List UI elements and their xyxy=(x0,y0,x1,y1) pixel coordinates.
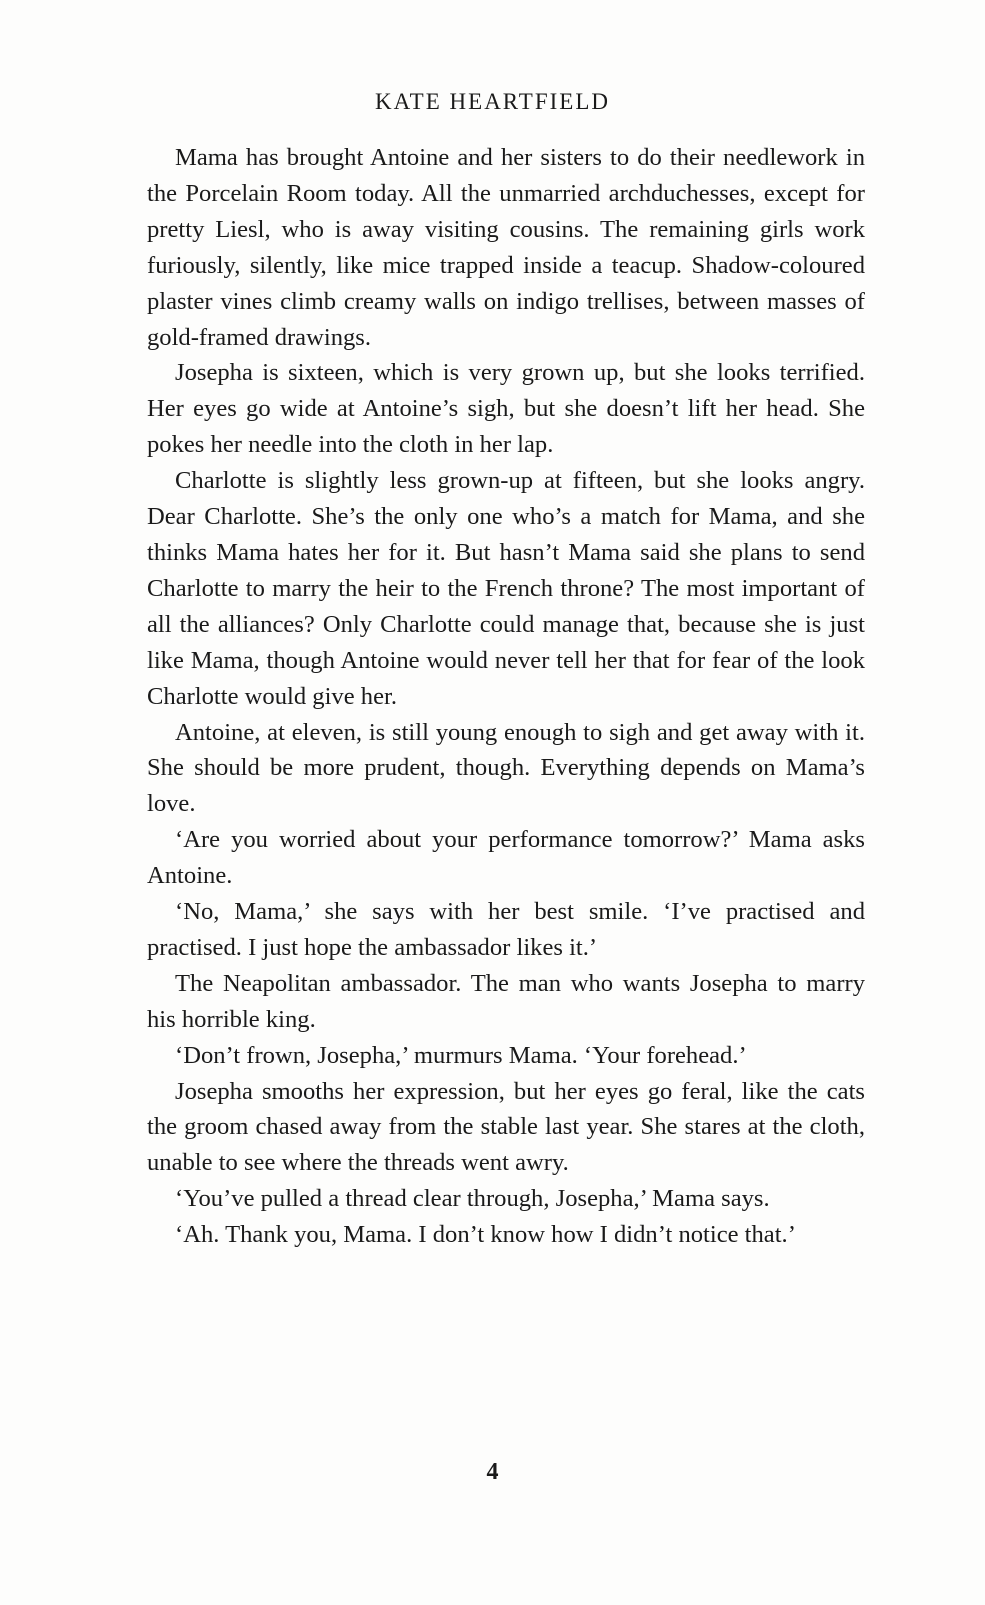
paragraph: The Neapolitan ambassador. The man who wants Josepha to marry his horrible king. xyxy=(147,969,865,1033)
paragraph: Antoine, at eleven, is still young enough to sigh and get away with it. She should be more prudent, though. Everything depends on Mama’s love. xyxy=(147,718,865,818)
paragraph: ‘Don’t frown, Josepha,’ murmurs Mama. ‘Your forehead.’ xyxy=(175,1041,747,1069)
paragraph: Mama has brought Antoine and her sisters to do their needlework in the Porcelain Room today. All the unmarried archduchesses, except for pretty Liesl, who is away visiting cousins. The remaining girls work furiously, silently, like mice trapped inside a teacup. Shadow-coloured plaster vines climb creamy walls on indigo trellises, between masses of gold-framed drawings. xyxy=(147,144,865,351)
paragraph: Josepha is sixteen, which is very grown up, but she looks terrified. Her eyes go wide at Antoine’s sigh, but she doesn’t lift her head. She pokes her needle into the cloth in her lap. xyxy=(147,359,865,459)
paragraph: ‘You’ve pulled a thread clear through, Josepha,’ Mama says. xyxy=(175,1185,770,1213)
paragraph: Charlotte is slightly less grown-up at fifteen, but she looks angry. Dear Charlotte. She’s the only one who’s a match for Mama, and she thinks Mama hates her for it. But hasn’t Mama said she plans to send Charlotte to marry the heir to the French throne? The most important of all the alliances? Only Charlotte could manage that, because she is just like Mama, though Antoine would never tell her that for fear of the look Charlotte would give her. xyxy=(147,467,865,710)
paragraph: ‘Are you worried about your performance tomorrow?’ Mama asks Antoine. xyxy=(147,826,865,890)
paragraph: Josepha smooths her expression, but her eyes go feral, like the cats the groom chased away from the stable last year. She stares at the cloth, unable to see where the threads went awry. xyxy=(147,1077,865,1177)
paragraph: ‘No, Mama,’ she says with her best smile. ‘I’ve practised and practised. I just hope the ambassador likes it.’ xyxy=(147,898,865,961)
running-head: KATE HEARTFIELD xyxy=(375,89,610,114)
page-number: 4 xyxy=(486,1459,499,1485)
body-text xyxy=(147,140,865,1253)
paragraph: ‘Ah. Thank you, Mama. I don’t know how I didn’t notice that.’ xyxy=(175,1221,796,1249)
